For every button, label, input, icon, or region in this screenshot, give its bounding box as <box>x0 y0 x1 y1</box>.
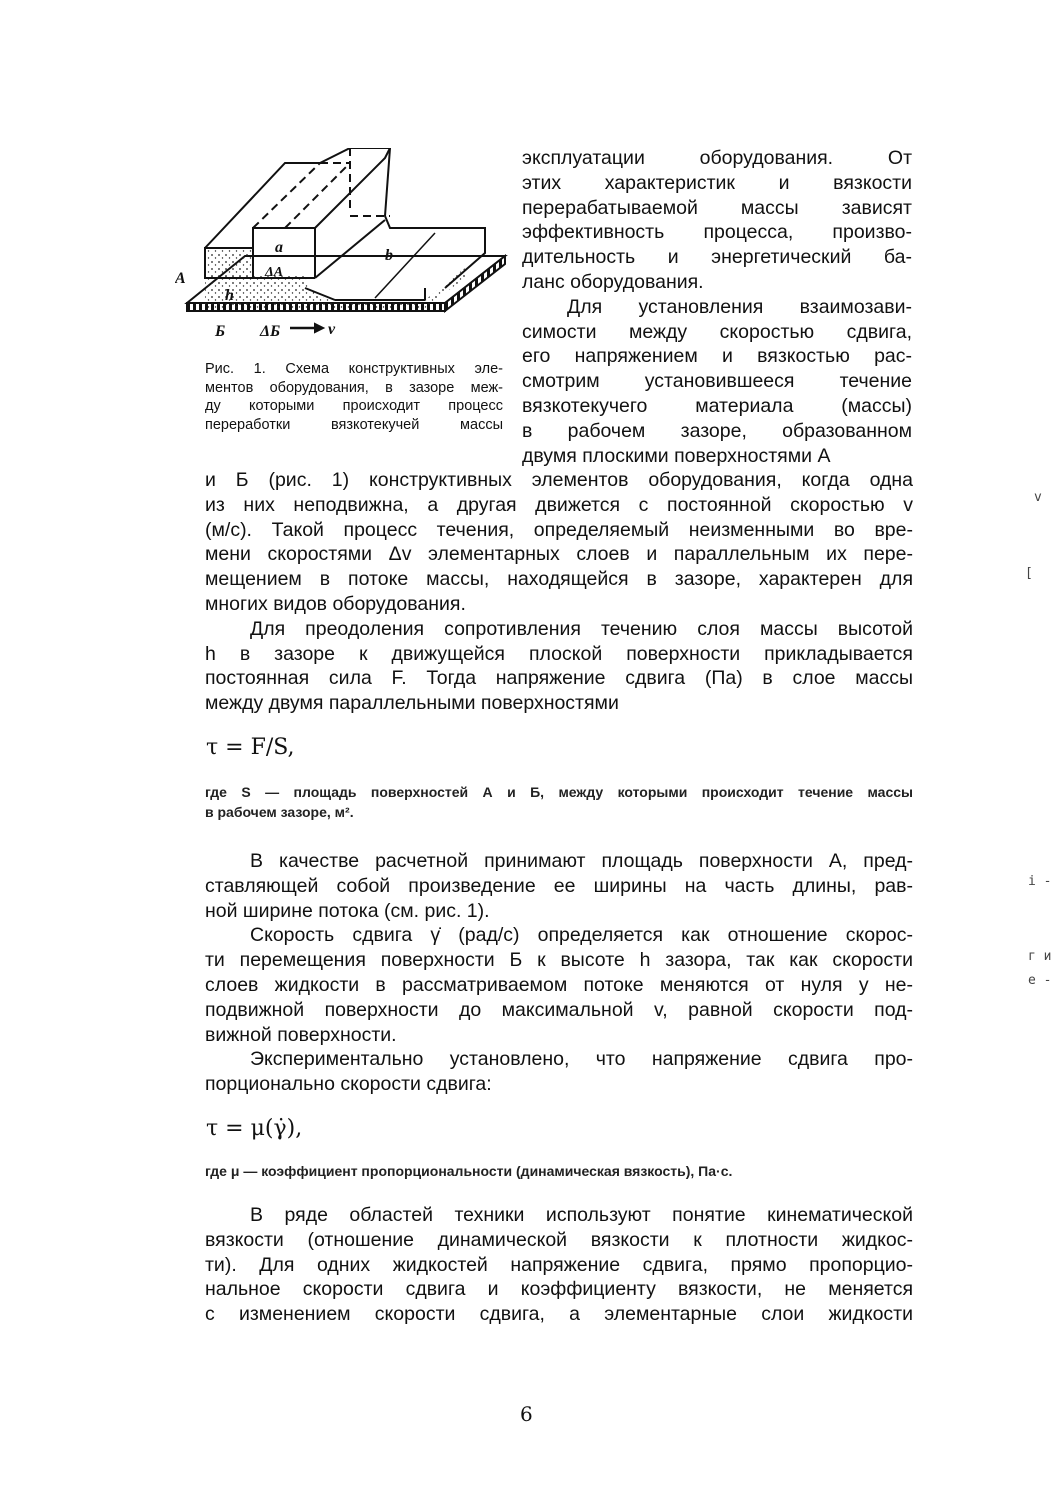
text-line: мещением в потоке массы, находящейся в зазоре, характерен для <box>205 568 913 591</box>
label-delta-A: ΔA <box>265 265 284 280</box>
caption-line: ду которыми происходит процесс <box>205 398 503 414</box>
page-number: 6 <box>520 1402 533 1426</box>
text-line: ланс оборудования. <box>522 270 704 293</box>
note-line: где S — площадь поверхностей А и Б, между которыми происходит течение массы <box>205 784 913 800</box>
label-v: v <box>328 321 336 338</box>
formula-shear-stress: τ = F/S, <box>206 735 295 760</box>
text-line: Экспериментально установлено, что напряжение сдвига про- <box>250 1048 913 1071</box>
text-line: постоянная сила F. Тогда напряжение сдвига (Па) в слое массы <box>205 667 913 690</box>
margin-mark: [ <box>1025 566 1033 581</box>
text-line: вижной поверхности. <box>205 1023 397 1046</box>
text-line: ти перемещения поверхности Б к высоте h зазора, так как скорости <box>205 949 913 972</box>
text-line: подвижной поверхности до максимальной v, равной скорости под- <box>205 998 913 1021</box>
text-line: h в зазоре к движущейся плоской поверхности прикладывается <box>205 642 913 665</box>
text-line: смотрим установившееся течение <box>522 370 912 393</box>
margin-mark: і - <box>1028 874 1052 889</box>
note-mu-definition: где μ — коэффициент пропорциональности (динамическая вязкость), Па·с. <box>205 1163 733 1179</box>
body-text-bottom <box>205 1203 913 1327</box>
text-line: дительность и энергетический ба- <box>522 246 912 269</box>
margin-mark: v <box>1034 490 1042 505</box>
text-line: ставляющей собой произведение ее ширины на часть длины, рав- <box>205 874 913 897</box>
text-line: эффективность процесса, произво- <box>522 221 912 244</box>
figure-caption <box>205 360 503 434</box>
caption-line: ментов оборудования, в зазоре меж- <box>205 379 503 396</box>
text-line: Для установления взаимозави- <box>567 295 912 318</box>
label-B: Б <box>215 323 226 340</box>
text-line: и Б (рис. 1) конструктивных элементов оборудования, когда одна <box>205 469 913 491</box>
text-line: В ряде областей техники используют понятие кинематической <box>250 1204 913 1226</box>
label-h: h <box>225 287 234 304</box>
margin-mark: е - <box>1028 973 1052 988</box>
label-delta-B: ΔБ <box>260 323 281 340</box>
text-line: многих видов оборудования. <box>205 592 466 615</box>
text-line: этих характеристик и вязкости <box>522 171 912 194</box>
text-line: вязкотекучего материала (массы) <box>522 394 912 417</box>
formula-viscosity: τ = μ(γ̇), <box>206 1116 303 1141</box>
text-line: эксплуатации оборудования. От <box>522 147 912 169</box>
text-line: симости между скоростью сдвига, <box>522 320 912 343</box>
text-line: слоев жидкости в рассматриваемом потоке меняются от нуля у не- <box>205 973 913 996</box>
right-column-text <box>522 146 912 468</box>
caption-line: Рис. 1. Схема конструктивных эле- <box>205 361 503 377</box>
figure-1-diagram <box>175 148 510 348</box>
text-line: порционально скорости сдвига: <box>205 1073 492 1096</box>
body-text-middle <box>205 849 913 1097</box>
text-line: мени скоростями Δv элементарных слоев и параллельным их пере- <box>205 543 913 566</box>
shear-gap-schematic <box>175 148 510 348</box>
text-line: (м/с). Такой процесс течения, определяемый неизменными во вре- <box>205 518 913 541</box>
text-line: нальное скорости сдвига и коэффициенту вязкости, не меняется <box>205 1278 913 1301</box>
text-line: Скорость сдвига γ̇ (рад/с) определяется как отношение скорос- <box>250 924 913 947</box>
text-line: двумя плоскими поверхностями А <box>522 444 831 467</box>
text-line: ти). Для одних жидкостей напряжение сдвига, прямо пропорцио- <box>205 1253 913 1276</box>
text-line: в рабочем зазоре, образованном <box>522 419 912 442</box>
text-line: ной ширине потока (см. рис. 1). <box>205 899 490 922</box>
body-text-top <box>205 468 913 716</box>
caption-line: переработки вязкотекучей массы <box>205 416 503 433</box>
text-line: Для преодоления сопротивления течению слоя массы высотой <box>250 617 913 640</box>
margin-mark: г и <box>1028 949 1052 964</box>
text-line: из них неподвижна, а другая движется с постоянной скоростью v <box>205 493 913 516</box>
label-b: b <box>385 247 393 264</box>
text-line: его напряжением и вязкостью рас- <box>522 345 912 368</box>
label-A: А <box>175 270 186 287</box>
text-line: с изменением скорости сдвига, а элементарные слои жидкости <box>205 1303 913 1326</box>
note-S-definition <box>205 782 913 822</box>
text-line: перерабатываемой массы зависят <box>522 196 912 219</box>
label-a: a <box>275 239 283 256</box>
text-line: вязкости (отношение динамической вязкости к плотности жидкос- <box>205 1228 913 1251</box>
text-line: В качестве расчетной принимают площадь поверхности А, пред- <box>250 850 913 872</box>
note-line: в рабочем зазоре, м². <box>205 804 354 820</box>
text-line: между двумя параллельными поверхностями <box>205 692 619 715</box>
